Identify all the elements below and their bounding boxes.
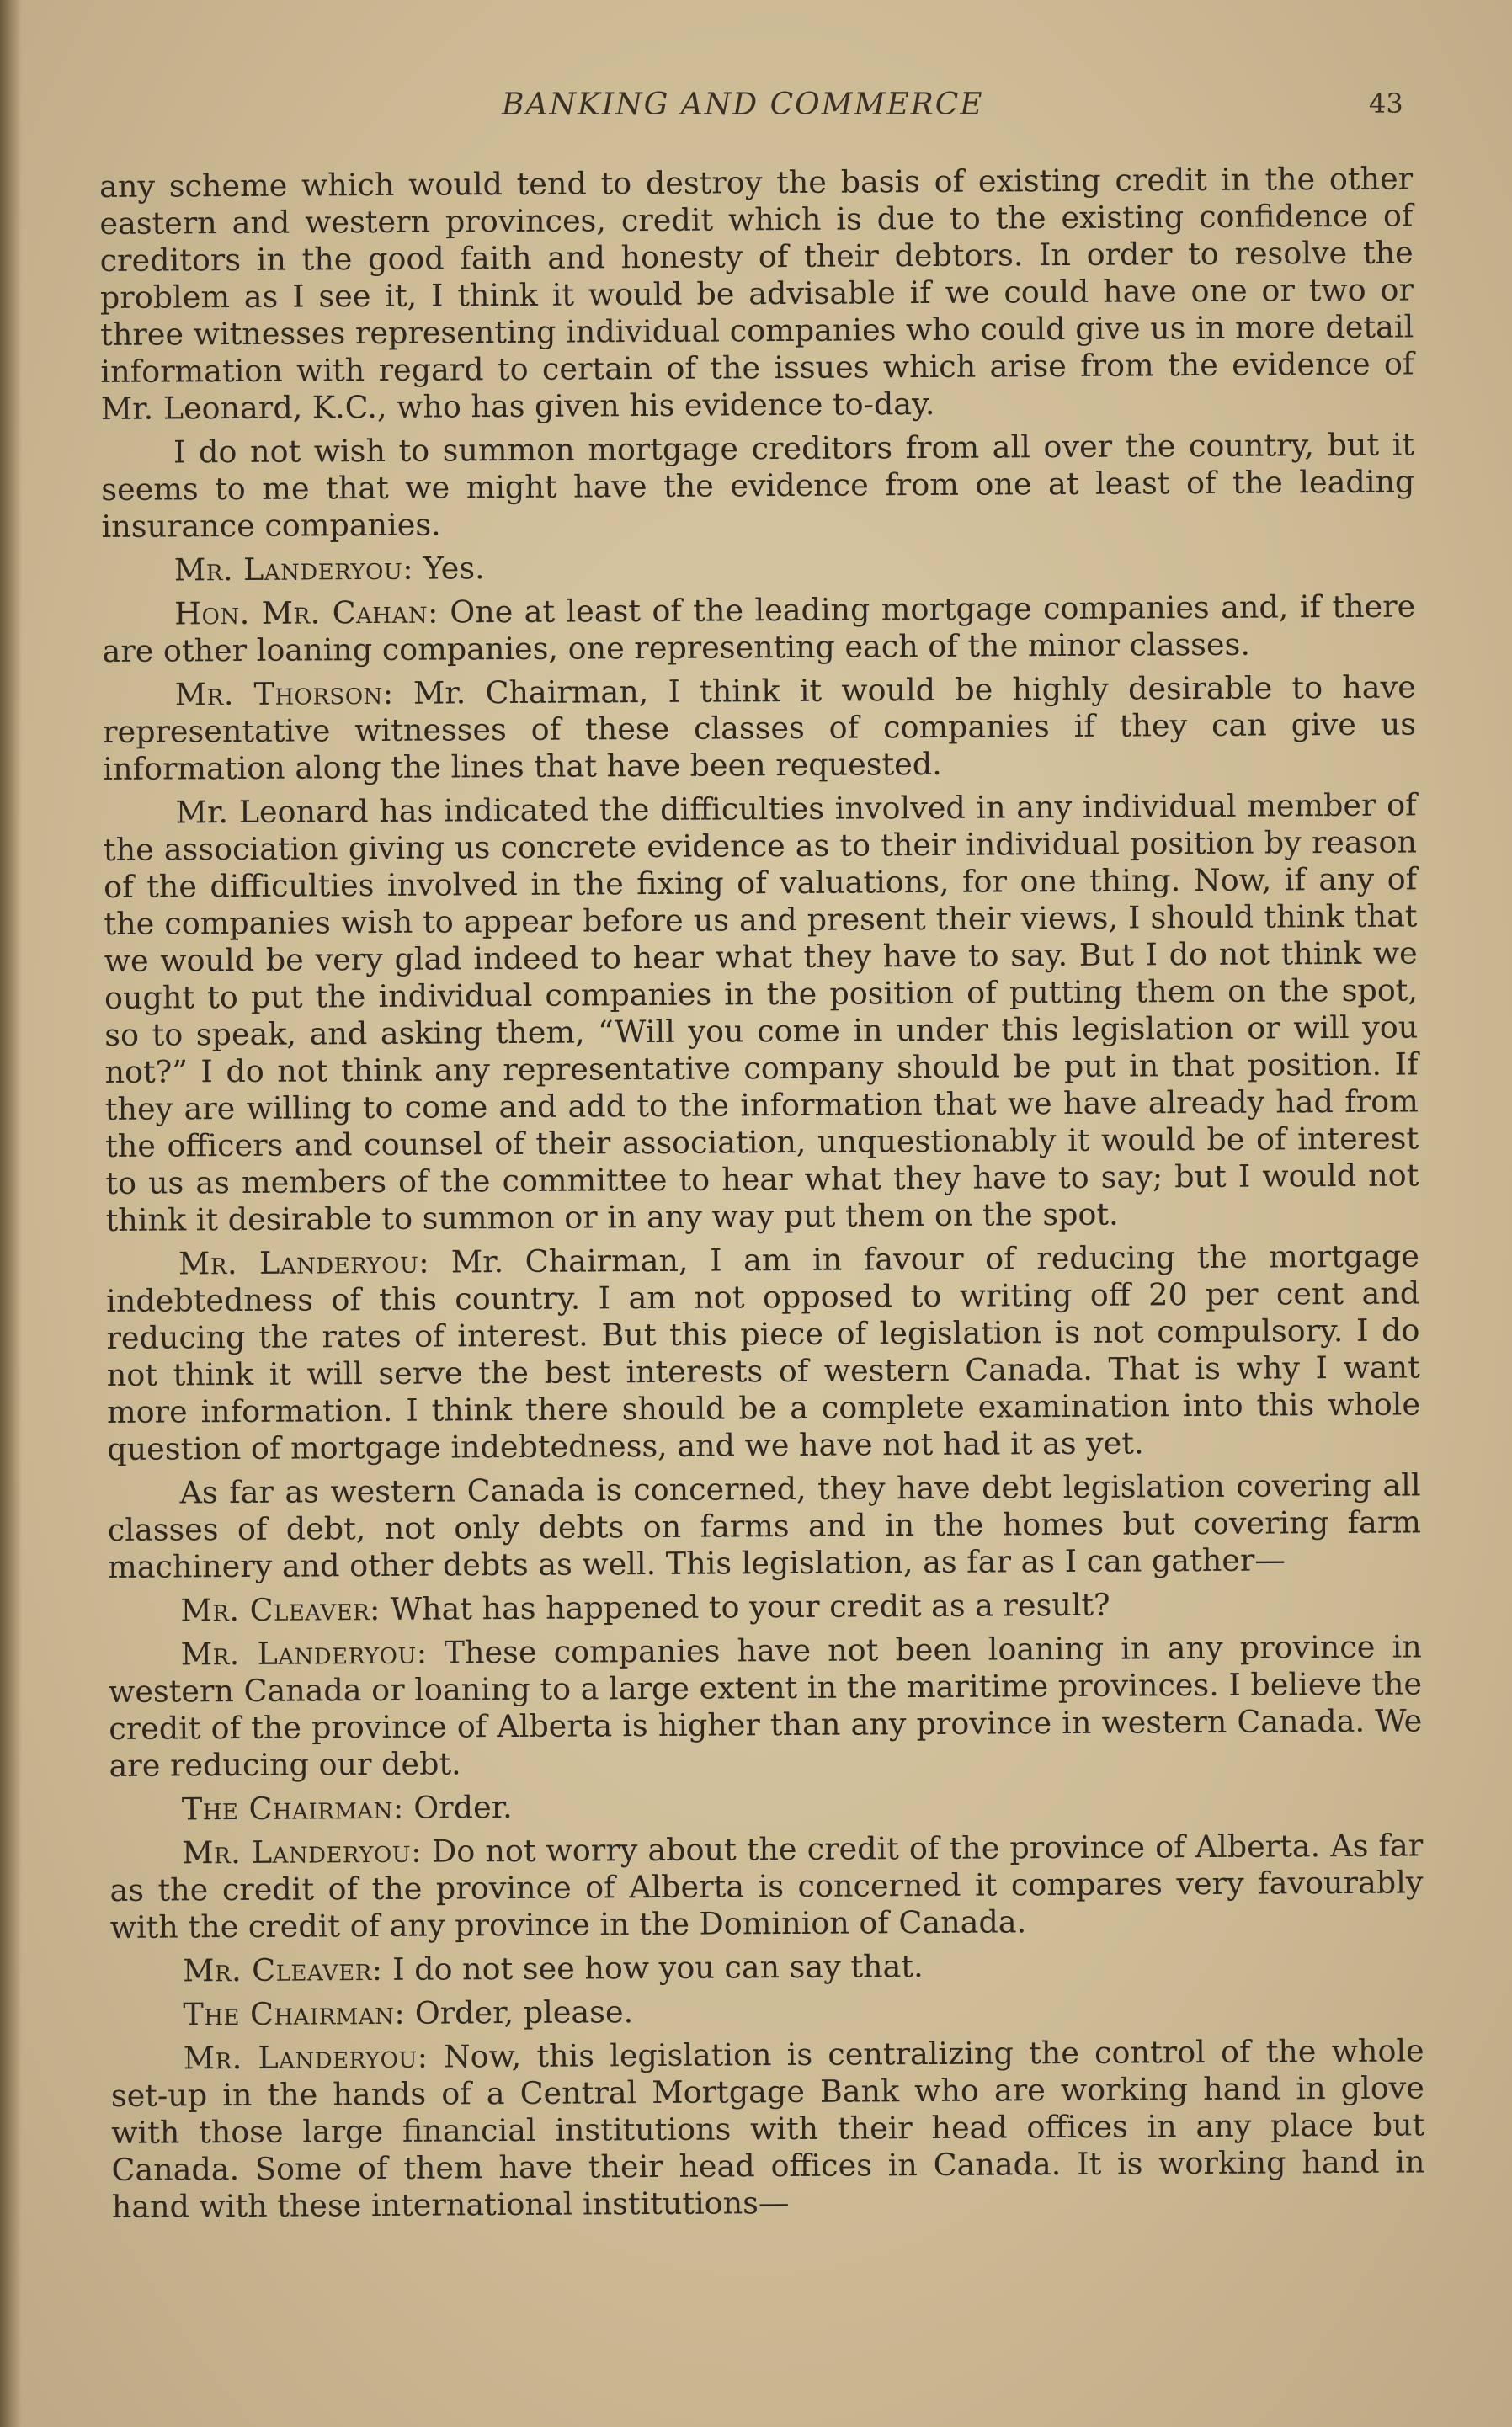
speaker-name: Mr. Cleaver: (180, 1590, 381, 1629)
paragraph (110, 1945, 1424, 1990)
speaker-name: Mr. Landeryou: (173, 550, 414, 588)
paragraph (103, 668, 1417, 788)
paragraph (102, 544, 1415, 589)
body-text (99, 160, 1425, 2232)
paragraph-text: These companies have not been loaning in any province in western Canada or loaning to a large extent in the maritime provinces. I believe the credit of the province of Alberta is higher than any province in western Canada. We are reducing our debt. (108, 1628, 1423, 1784)
speaker-name: Mr. Cleaver: (182, 1951, 383, 1989)
page-number: 43 (1369, 88, 1403, 120)
paragraph-text: I do not wish to summon mortgage creditors from all over the country, but it seems to me that we might have the evidence from one at least of the leading insurance companies. (101, 426, 1415, 545)
paragraph (104, 786, 1419, 1239)
paragraph-text: Mr. Chairman, I think it would be highly desirable to have representative witnesses of these classes of companies if they can give us information along the lines that have been requested. (102, 668, 1417, 787)
paragraph-text: What has happened to your credit as a result? (390, 1586, 1110, 1627)
paragraph (109, 1827, 1424, 1946)
paragraph-text: any scheme which would tend to destroy the basis of existing credit in the other eastern and western provinces, credit which is due to the existing confidence of creditors in the good faith and honesty of their debtors. In order to resolve the problem as I see it, I think it would be advisable if we could have one or two or three witnesses representing individual companies who could give us in more detail information with regard to certain of the issues which arise from the evidence of Mr. Leonard, K.C., who has given his evidence to-day. (99, 160, 1414, 427)
speaker-name: The Chairman: (183, 1994, 406, 2033)
paragraph (111, 2032, 1425, 2226)
paragraph (109, 1783, 1423, 1828)
page-header (0, 88, 1512, 138)
speaker-name: Hon. Mr. Cahan: (174, 593, 439, 632)
paragraph-text: One at least of the leading mortgage companies and, if there are other loaning companies, one representing each of the minor classes. (102, 588, 1416, 669)
speaker-name: Mr. Landeryou: (178, 1243, 430, 1282)
paragraph (109, 1628, 1423, 1785)
paragraph-text: Yes. (423, 550, 485, 587)
paragraph (101, 426, 1415, 546)
paragraph (108, 1584, 1421, 1630)
paragraph-text: Order. (413, 1789, 513, 1826)
speaker-name: Mr. Landeryou: (182, 1833, 423, 1871)
paragraph (106, 1237, 1421, 1468)
paragraph (110, 1988, 1424, 2034)
paragraph (102, 588, 1416, 670)
paragraph-text: Order, please. (414, 1993, 634, 2031)
binding-gutter (0, 0, 22, 2427)
paragraph-text: I do not see how you can say that. (391, 1948, 924, 1988)
running-head: BANKING AND COMMERCE (502, 88, 984, 122)
paragraph (99, 160, 1414, 428)
speaker-name: The Chairman: (181, 1789, 404, 1828)
speaker-name: Mr. Landeryou: (180, 1634, 428, 1673)
paragraph-text: Mr. Chairman, I am in favour of reducing the mortgage indebtedness of this country. I am not opposed to writing off 20 per cent and reducing the rates of interest. But this piece of legislation is not compulsory. I do not think it will serve the best interests of western Canada. That is why I want more information. I think there should be a complete examination into this whole question of mortgage indebtedness, and we have not had it as yet. (106, 1237, 1421, 1467)
paragraph-text: Mr. Leonard has indicated the difficulties involved in any individual member of the association giving us concrete evidence as to their individual position by reason of the difficulties involved in the fixing of valuations, for one thing. Now, if any of the companies wish to appear before us and present their views, I should think that we would be very glad indeed to hear what they have to say. But I do not think we ought to put the individual companies in the position of putting them on the spot, so to speak, and asking them, “Will you come in under this legislation or will you not?” I do not think any representative company should be put in that position. If they are willing to come and add to the information that we have already had from the officers and counsel of their association, unquestionably it would be of interest to us as members of the committee to hear what they have to say; but I would not think it desirable to summon or in any way put them on the spot. (103, 786, 1419, 1238)
speaker-name: Mr. Thorson: (174, 674, 394, 713)
paragraph-text: Do not worry about the credit of the province of Alberta. As far as the credit of the province of Alberta is concerned it compares very favourably with the credit of any province in the Dominion of Canada. (109, 1827, 1424, 1945)
speaker-name: Mr. Landeryou: (183, 2038, 429, 2077)
paragraph-text: As far as western Canada is concerned, they have debt legislation covering all classes of debt, not only debts on farms and in the homes but covering farm machinery and other debts as well. This legislation, as far as I can gather— (107, 1466, 1421, 1585)
paragraph-text: Now, this legislation is centralizing the control of the whole set-up in the hands of a Central Mortgage Bank who are working hand in glove with those large financial institutions with their head offices in any place but Canada. Some of them have their head offices in Canada. It is working hand in hand with these international institutions— (110, 2032, 1425, 2225)
paragraph (107, 1466, 1421, 1586)
